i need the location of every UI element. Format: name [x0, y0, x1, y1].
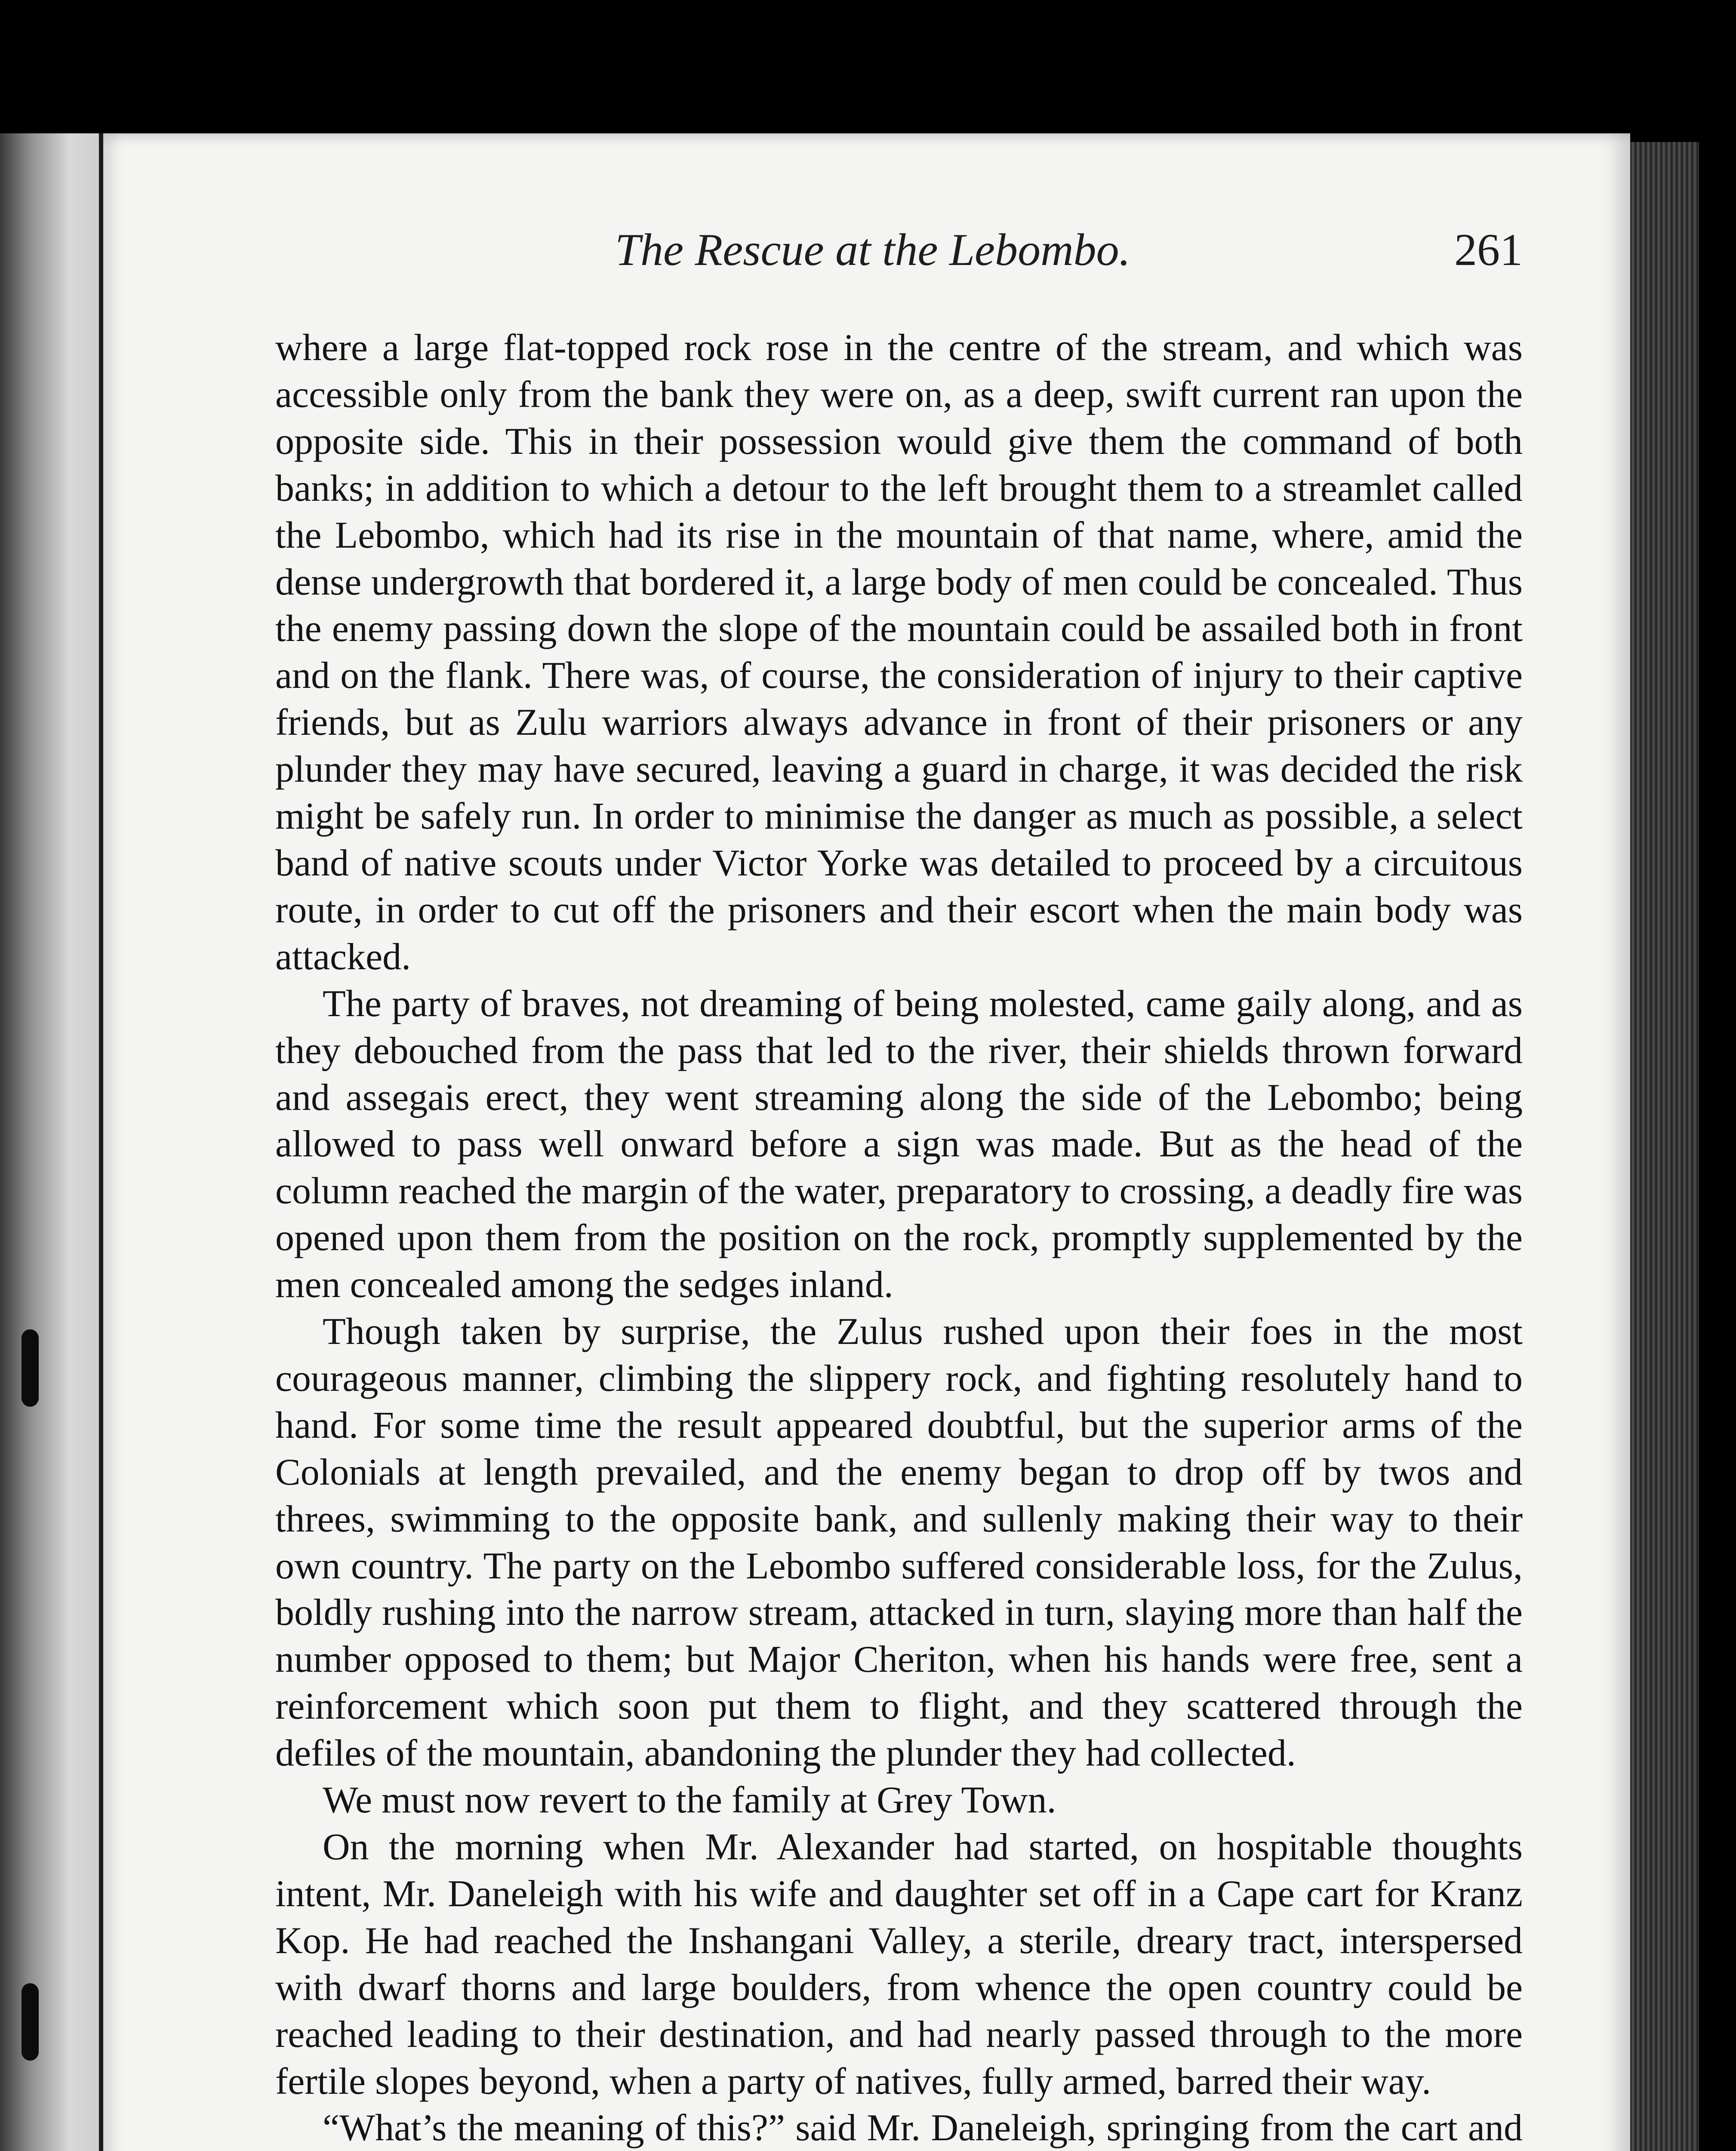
- paragraph: Though taken by surprise, the Zulus rushed upon their foes in the most courageous manner, climbing the slippery rock, and fighting resolutely hand to hand. For some time the result appeared doubtful, but the superior arms of the Colonials at length prevailed, and the enemy began to drop off by twos and threes, swimming to the opposite bank, and sullenly making their way to their own country. The party on the Lebombo suffered considerable loss, for the Zulus, boldly rushing into the narrow stream, attacked in turn, slaying more than half the number opposed to them; but Major Cheriton, when his hands were free, sent a reinforcement which soon put them to flight, and they scattered through the defiles of the mountain, abandoning the plunder they had collected.: [275, 1311, 1523, 1775]
- paragraph: “What’s the meaning of this?” said Mr. Daneleigh, springing from the cart and: [323, 2107, 1523, 2149]
- paragraph: The party of braves, not dreaming of being molested, came gaily along, and as they debouched from the pass that led to the river, their shields thrown forward and assegais erect, they went streaming along the side of the Lebombo; being allowed to pass well onward before a sign was made. But as the head of the column reached the margin of the water, preparatory to crossing, a deadly fire was opened upon them from the position on the rock, promptly supplemented by the men concealed among the sedges inland.: [275, 983, 1523, 1306]
- paragraph: We must now revert to the family at Grey Town.: [323, 1779, 1056, 1821]
- running-head: The Rescue at the Lebombo.: [615, 225, 1131, 275]
- binding-mark: [22, 1329, 39, 1407]
- binding-mark: [22, 1983, 39, 2061]
- left-page-edge: [0, 133, 103, 2151]
- paragraph: On the morning when Mr. Alexander had started, on hospitable thoughts intent, Mr. Daneleigh with his wife and daughter set off in a Cape cart for Kranz Kop. He had reached the Inshangani Valley, a sterile, dreary tract, interspersed with dwarf thorns and large boulders, from whence the open country could be reached leading to their destination, and had nearly passed through to the more fertile slopes beyond, when a party of natives, fully armed, barred their way.: [275, 1826, 1523, 2102]
- page-header: [275, 224, 1566, 288]
- page-stack-edge: [1630, 142, 1699, 2151]
- body-text: [275, 325, 1523, 2151]
- paragraph: where a large flat-topped rock rose in the centre of the stream, and which was accessible only from the bank they were on, as a deep, swift current ran upon the opposite side. This in their possession would give them the command of both banks; in addition to which a detour to the left brought them to a streamlet called the Lebombo, which had its rise in the mountain of that name, where, amid the dense undergrowth that bordered it, a large body of men could be concealed. Thus the enemy passing down the slope of the mountain could be assailed both in front and on the flank. There was, of course, the consideration of injury to their captive friends, but as Zulu warriors always advance in front of their prisoners or any plunder they may have secured, leaving a guard in charge, it was decided the risk might be safely run. In order to minimise the danger as much as possible, a select band of native scouts under Victor Yorke was detailed to proceed by a circuitous route, in order to cut off the prisoners and their escort when the main body was attacked.: [275, 327, 1523, 978]
- page-number: 261: [1454, 225, 1523, 275]
